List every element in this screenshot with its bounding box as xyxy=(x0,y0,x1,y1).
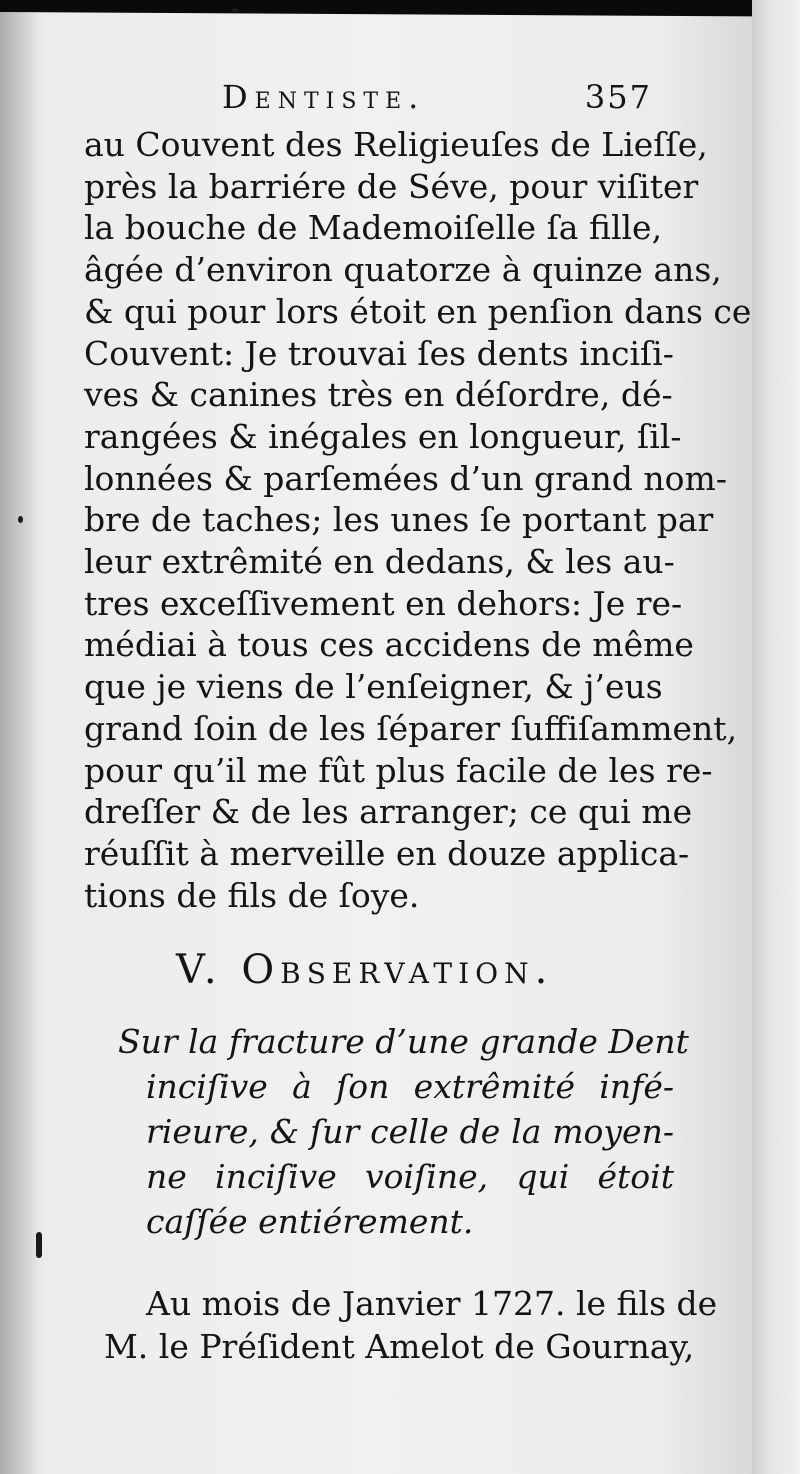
observation-subtitle-line: rieure, & ſur celle de la moyen- xyxy=(146,1112,674,1151)
body-line: âgée d’environ quatorze à quinze ans, xyxy=(84,250,722,290)
body-line: au Couvent des Religieuſes de Lieſſe, xyxy=(84,125,708,164)
body-line: dreſſer & de les arranger; ce qui me xyxy=(84,792,693,832)
observation-subtitle-line: inciſive à ſon extrêmité infé- xyxy=(146,1067,674,1106)
body-line: tres exceſſivement en dehors: Je re- xyxy=(84,583,683,623)
ink-mark xyxy=(36,1232,42,1258)
observation-subtitle-line: ne inciſive voiſine, qui étoit xyxy=(146,1157,674,1196)
running-header xyxy=(222,76,652,118)
ink-speck xyxy=(232,8,238,12)
body-line: rangées & inégales en longueur, ſil- xyxy=(84,416,682,456)
body-line: grand ſoin de les ſéparer ſuffiſamment, xyxy=(84,708,738,748)
body-line: lonnées & parſemées d’un grand nom- xyxy=(84,458,727,498)
body-line: leur extrêmité en dedans, & les au- xyxy=(84,542,675,581)
body-line: près la barriére de Séve, pour viſiter xyxy=(84,166,699,206)
body-line: & qui pour lors étoit en penſion dans ce xyxy=(84,291,752,331)
body-line: la bouche de Mademoiſelle ſa fille, xyxy=(84,208,663,248)
body-line: médiai à tous ces accidens de même xyxy=(84,625,694,665)
running-title: Dentiste. xyxy=(222,78,426,116)
ink-speck xyxy=(18,516,23,523)
facing-page-edge xyxy=(752,0,800,1474)
observation-subtitle-line: Sur la fracture d’une grande Dent xyxy=(118,1022,689,1061)
gutter-shadow xyxy=(0,12,40,1474)
observation-heading: V. Observation. xyxy=(176,947,554,993)
body-line: que je viens de l’enſeigner, & j’eus xyxy=(84,667,663,707)
closing-line: M. le Préſident Amelot de Gournay, xyxy=(104,1327,695,1366)
body-line: pour qu’il me fût plus facile de les re- xyxy=(84,750,713,790)
closing-line: Au mois de Janvier 1727. le fils de xyxy=(146,1284,718,1323)
body-line: réuſſit à merveille en douze applica- xyxy=(84,833,690,873)
page-number: 357 xyxy=(584,78,652,116)
body-line: ves & canines très en déſordre, dé- xyxy=(84,375,673,415)
observation-subtitle-line: caſſée entiérement. xyxy=(146,1202,474,1241)
body-line: Couvent: Je trouvai ſes dents inciſi- xyxy=(84,333,674,373)
body-line: tions de fils de ſoye. xyxy=(84,875,420,915)
body-line: bre de taches; les unes ſe portant par xyxy=(84,500,714,540)
